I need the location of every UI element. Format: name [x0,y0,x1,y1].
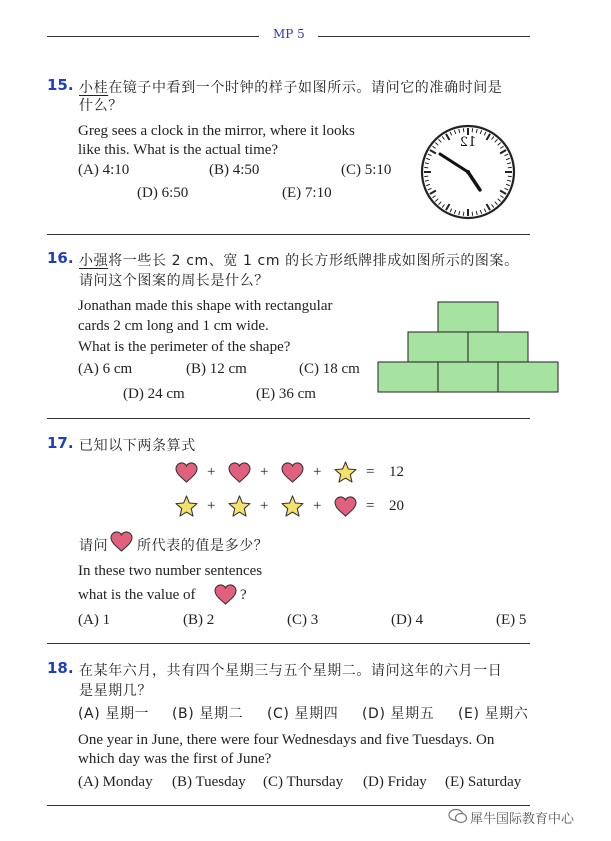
question-18-zh-line1: 在某年六月，共有四个星期三与五个星期二。请问这年的六月一日 [79,663,503,679]
question-16-zh-line1: 小强将一些长 2 cm、宽 1 cm 的长方形纸牌排成如图所示的图案。 [79,253,519,269]
q16-option-d[interactable]: (D) 24 cm [123,386,185,402]
q15-option-e[interactable]: (E) 7:10 [282,185,332,201]
bottom-rule [47,805,530,806]
question-16-en-line2: cards 2 cm long and 1 cm wide. [78,318,269,334]
card-middle-right [468,332,528,362]
q15-zh-name: 小桂 [79,80,109,96]
wechat-icon [448,808,468,824]
ask-heart-icon [110,531,133,552]
q17-option-e[interactable]: (E) 5 [496,612,527,628]
card-pyramid-figure [377,301,561,393]
card-middle-left [408,332,468,362]
q17-option-b[interactable]: (B) 2 [183,612,215,628]
q16-option-b[interactable]: (B) 12 cm [186,361,247,377]
q18-option-a[interactable]: (A) Monday [78,774,153,790]
question-18-zh-line2: 是星期几？ [79,683,152,699]
question-18-number: 18. [47,659,74,677]
eq1-heart-2-icon [228,462,251,483]
eq2-plus-2: + [260,498,269,514]
q15-option-b[interactable]: (B) 4:50 [209,162,260,178]
divider-17-18 [47,643,530,644]
eq1-heart-1-icon [175,462,198,483]
q17-option-a[interactable]: (A) 1 [78,612,111,628]
eq1-star-icon [334,461,357,483]
question-17-number: 17. [47,434,74,452]
divider-15-16 [47,234,530,235]
q18-option-c[interactable]: (C) Thursday [263,774,344,790]
q18-zh-option-c[interactable]: (C) 星期四 [267,706,339,722]
q15-option-c[interactable]: (C) 5:10 [341,162,392,178]
card-bottom-left [378,362,438,392]
mirror-clock-figure [420,124,516,220]
card-bottom-right [498,362,558,392]
page-label: MP 5 [273,27,305,41]
question-16-zh-line2: 请问这个图案的周长是什么？ [79,273,269,289]
question-16-en-line3: What is the perimeter of the shape? [78,339,291,355]
q18-option-b[interactable]: (B) Tuesday [172,774,246,790]
q17-option-c[interactable]: (C) 3 [287,612,319,628]
header-rule-right [318,36,530,37]
question-15-en-line2: like this. What is the actual time? [78,142,279,158]
q16-zh-name: 小强 [79,253,109,269]
question-18-en-line2: which day was the first of June? [78,751,272,767]
eq2-result: 20 [389,498,404,514]
eq1-result: 12 [389,464,404,480]
eq2-star-3-icon [281,495,304,517]
question-15-zh-line2: 什么？ [79,98,123,114]
eq1-plus-2: + [260,464,269,480]
question-17-zh-line1: 已知以下两条算式 [79,438,196,454]
question-17-zh-ask-after: 所代表的值是多少？ [137,538,269,554]
eq2-plus-1: + [207,498,216,514]
eq2-heart-icon [334,496,357,517]
eq1-plus-3: + [313,464,322,480]
q18-zh-option-e[interactable]: (E) 星期六 [458,706,529,722]
eq2-star-2-icon [228,495,251,517]
eq1-heart-3-icon [281,462,304,483]
q18-zh-option-b[interactable]: (B) 星期二 [172,706,244,722]
card-top [438,302,498,332]
question-18-en-line1: One year in June, there were four Wednesdays and five Tuesdays. On [78,732,495,748]
question-16-number: 16. [47,249,74,267]
q18-zh-option-d[interactable]: (D) 星期五 [362,706,435,722]
q15-option-d[interactable]: (D) 6:50 [137,185,189,201]
q16-option-a[interactable]: (A) 6 cm [78,361,133,377]
question-17-en-line2-before: what is the value of [78,587,196,603]
question-17-en-line1: In these two number sentences [78,563,263,579]
header-rule-left [47,36,259,37]
q17-option-d[interactable]: (D) 4 [391,612,424,628]
q18-option-e[interactable]: (E) Saturday [445,774,522,790]
eq2-plus-3: + [313,498,322,514]
card-bottom-middle [438,362,498,392]
question-15-zh-line1: 小桂在镜子中看到一个时钟的样子如图所示。请问它的准确时间是 [79,80,503,96]
question-15-number: 15. [47,76,74,94]
q16-option-e[interactable]: (E) 36 cm [256,386,316,402]
eq2-star-1-icon [175,495,198,517]
question-17-zh-ask-before: 请问 [79,538,109,554]
question-17-en-line2-after: ? [240,587,247,603]
q18-zh-option-a[interactable]: (A) 星期一 [78,706,150,722]
question-16-en-line1: Jonathan made this shape with rectangular [78,298,333,314]
q18-option-d[interactable]: (D) Friday [363,774,427,790]
divider-16-17 [47,418,530,419]
clock-numeral-mirrored: 12 [459,135,477,150]
q16-option-c[interactable]: (C) 18 cm [299,361,360,377]
q15-option-a[interactable]: (A) 4:10 [78,162,130,178]
eq1-plus-1: + [207,464,216,480]
eq1-equals: = [366,464,375,480]
question-15-en-line1: Greg sees a clock in the mirror, where it looks [78,123,355,139]
eq2-equals: = [366,498,375,514]
en-ask-heart-icon [214,584,237,605]
clock-center [466,170,470,174]
watermark-text: 犀牛国际教育中心 [470,812,575,827]
